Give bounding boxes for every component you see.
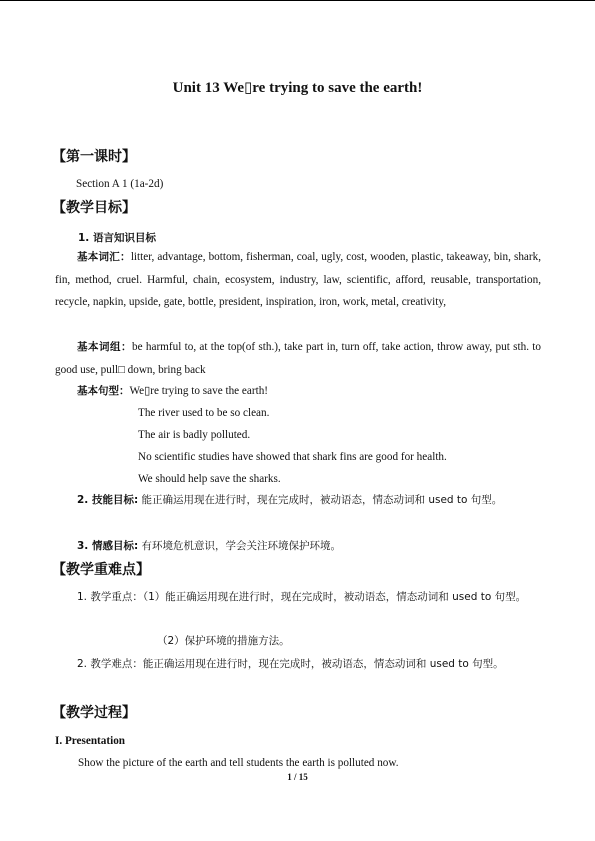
phrases-paragraph — [55, 336, 541, 381]
sentence-1: We▯re trying to save the earth! — [129, 385, 269, 397]
sentence-line-1 — [77, 384, 268, 398]
sentence-5: We should help save the sharks. — [138, 473, 281, 485]
emotion-objective — [77, 539, 341, 553]
sentence-3: The air is badly polluted. — [138, 429, 251, 441]
sentence-4: No scientific studies have showed that shark fins are good for health. — [138, 451, 447, 463]
emotion-text: 有环境危机意识，学会关注环境保护环境。 — [141, 540, 341, 552]
phrases-text: be harmful to, at the top(of sth.), take part in, turn off, take action, throw away, put sth. to good use, pull□ down, bring back — [55, 341, 541, 376]
process-header: 【教学过程】 — [52, 705, 136, 721]
phrases-label: 基本词组： — [77, 341, 133, 353]
sentence-2: The river used to be so clean. — [138, 407, 270, 419]
key-point-1: 1. 教学重点：（1）能正确运用现在进行时，现在完成时，被动语态，情态动词和 used to 句型。 — [77, 591, 527, 603]
top-rule — [0, 0, 595, 1]
emotion-label: 3. 情感目标: — [77, 540, 139, 552]
page-number: 1 / 15 — [287, 772, 308, 782]
vocabulary-text: litter, advantage, bottom, fisherman, coal, ugly, cost, wooden, plastic, takeaway, bin, shark, fin, method, cruel. Harmful, chain, ecosystem, industry, law, scientific, afford, reusable, transportation, recycle, napkin, upside, gate, bottle, president, inspiration, iron, work, metal, creativity, — [55, 251, 541, 308]
vocabulary-paragraph — [55, 246, 541, 314]
vocabulary-label: 基本词汇： — [77, 251, 131, 263]
page-title: Unit 13 We▯re trying to save the earth! — [172, 80, 423, 96]
key-point-2: 2. 教学难点：能正确运用现在进行时，现在完成时，被动语态，情态动词和 used to 句型。 — [77, 658, 504, 670]
keypoints-header: 【教学重难点】 — [52, 562, 150, 578]
section-label: Section A 1 (1a-2d) — [76, 178, 164, 190]
language-objective-heading: 1. 语言知识目标 — [78, 232, 156, 244]
objectives-header: 【教学目标】 — [52, 200, 136, 216]
key-point-1-sub: （2）保护环境的措施方法。 — [157, 635, 290, 647]
skill-text: 能正确运用现在进行时，现在完成时，被动语态，情态动词和 used to 句型。 — [141, 494, 503, 506]
sentence-label: 基本句型： — [77, 385, 130, 397]
lesson-header: 【第一课时】 — [52, 149, 136, 165]
skill-objective — [55, 489, 541, 512]
skill-label: 2. 技能目标: — [77, 494, 139, 506]
presentation-text: Show the picture of the earth and tell students the earth is polluted now. — [78, 757, 399, 769]
presentation-heading: I. Presentation — [55, 735, 126, 747]
